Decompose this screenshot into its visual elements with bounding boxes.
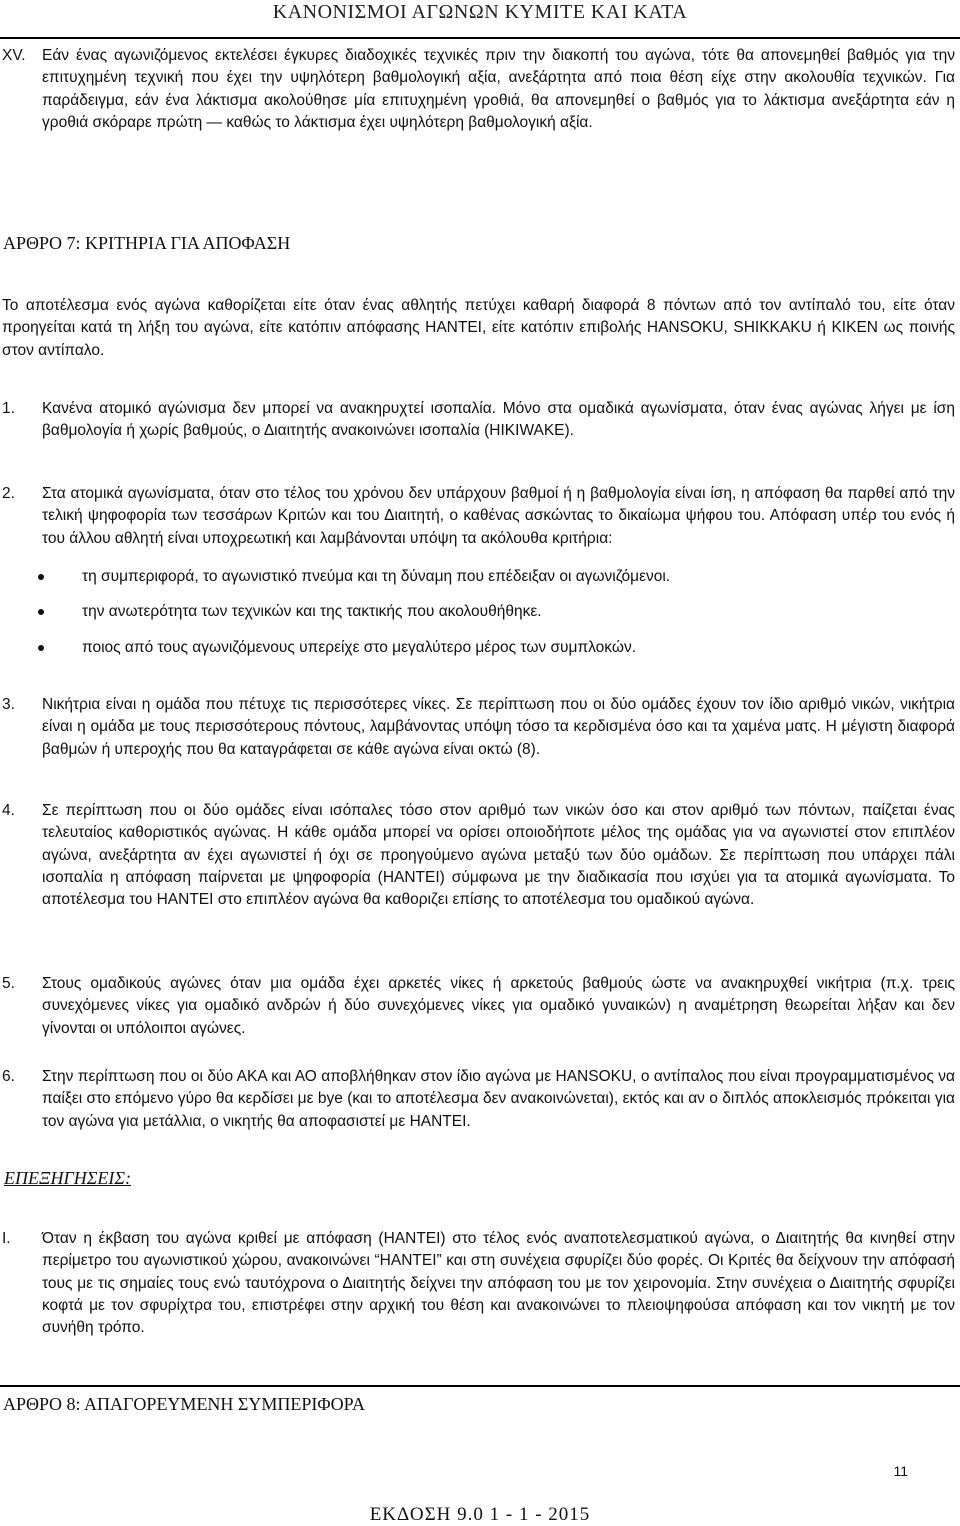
bullet-dot-icon: [38, 645, 44, 651]
bullet-text: την ανωτερότητα των τεχνικών και της τακτικής που ακολουθήθηκε.: [82, 603, 542, 620]
item-number: 1.: [2, 400, 15, 417]
criteria-bullet: [38, 601, 938, 623]
item-number: 5.: [2, 975, 15, 992]
item-text: Κανένα ατομικό αγώνισμα δεν μπορεί να ανακηρυχτεί ισοπαλία. Μόνο στα ομαδικά αγωνίσματα, όταν ένας αγώνας λήγει με ίση βαθμολογία ή χωρίς βαθμούς, ο Διαιτητής ανακοινώνει ισοπαλία (HIKIWAKE).: [42, 400, 955, 440]
item-text: Στους ομαδικούς αγώνες όταν μια ομάδα έχει αρκετές νίκες ή αρκετούς βαθμούς ώστε να ανακηρυχθεί νικήτρια (π.χ. τρεις συνεχόμενες νίκες για ομαδικό ανδρών ή δύο συνεχόμενες νίκες για ομαδικό γυναικών) η αναμέτρηση θεωρείται λήξαν και δεν γίνονται οι υπόλοιποι αγώνες.: [42, 975, 955, 1037]
article7-intro: Το αποτέλεσμα ενός αγώνα καθορίζεται είτε όταν ένας αθλητής πετύχει καθαρή διαφορά 8 πόντων από τον αντίπαλό του, είτε όταν προηγείται κατά τη λήξη του αγώνα, είτε κατόπιν απόφασης HANTEI, είτε κατόπιν επιβολής HANSOKU, SHIKKAKU ή KIKEN ως ποινής στον αντίπαλο.: [2, 297, 955, 359]
explanations-heading: ΕΠΕΞΗΓΗΣΕΙΣ:: [4, 1168, 132, 1188]
item-number: I.: [2, 1230, 11, 1247]
bullet-text: τη συμπεριφορά, το αγωνιστικό πνεύμα και τη δύναμη που επέδειξαν οι αγωνιζόμενοι.: [82, 568, 671, 585]
item-text: Νικήτρια είναι η ομάδα που πέτυχε τις περισσότερες νίκες. Σε περίπτωση που οι δύο ομάδες έχουν τον ίδιο αριθμό νικών, νικήτρια είναι η ομάδα με τους περισσότερους πόντους, λαμβάνοντας υπόψη τόσο τα κερδισμένα όσο και τα χαμένα ματς. Η μέγιστη διαφορά βαθμών ή υπεροχής που θα καταγράφεται σε κάθε αγώνα είναι οκτώ (8).: [42, 696, 955, 758]
article7-item-2: [2, 483, 955, 550]
item-text: Στα ατομικά αγωνίσματα, όταν στο τέλος του χρόνου δεν υπάρχουν βαθμοί ή η βαθμολογία είναι ίση, η απόφαση θα παρθεί από την τελική ψηφοφορία των τεσσάρων Κριτών και του Διαιτητή, ο καθένας ασκώντας το δικαίωμα ψήφου του. Απόφαση υπέρ του ενός ή του άλλου αθλητή είναι υποχρεωτική και λαμβάνονται υπόψη τα ακόλουθα κριτήρια:: [42, 485, 955, 547]
bullet-text: ποιος από τους αγωνιζόμενους υπερείχε στο μεγαλύτερο μέρος των συμπλοκών.: [82, 639, 637, 656]
bullet-dot-icon: [38, 609, 44, 615]
item-text: Στην περίπτωση που οι δύο ΑΚΑ και ΑΟ αποβλήθηκαν στον ίδιο αγώνα με HANSOKU, ο αντίπαλος που είναι προγραμματισμένος να παίξει στο επόμενο γύρο θα κερδίσει με bye (και το αποτέλεσμα δεν ανακοινώνεται), εκτός και αν ο διπλός αποκλεισμός πρόκειται για τον αγώνα για μετάλλια, ο νικητής θα αποφασιστεί με HANTEI.: [42, 1068, 955, 1130]
article7-item-4: [2, 800, 955, 911]
footer-version: ΕΚΔΟΣΗ 9.0 1 - 1 - 2015: [369, 1504, 591, 1525]
explanation-item-i: [2, 1228, 955, 1339]
item-number: 3.: [2, 696, 15, 713]
article7-item-3: [2, 694, 955, 761]
section-divider: [0, 1385, 960, 1387]
article8-heading: ΑΡΘΡΟ 8: ΑΠΑΓΟΡΕΥΜΕΝΗ ΣΥΜΠΕΡΙΦΟΡΑ: [3, 1394, 365, 1414]
article7-item-6: [2, 1066, 955, 1133]
item-text: Σε περίπτωση που οι δύο ομάδες είναι ισόπαλες τόσο στον αριθμό των νικών όσο και στον αριθμό των πόντων, παίζεται ένας τελευταίος καθοριστικός αγώνας. Η κάθε ομάδα μπορεί να ορίσει οποιοδήποτε μέλος της ομάδας για να αγωνιστεί στον επιπλέον αγώνα, ανεξάρτητα αν έχει αγωνιστεί ή όχι σε προηγούμενο αγώνα μεταξύ των δύο ομάδων. Σε περίπτωση που υπάρχει πάλι ισοπαλία η απόφαση παίρνεται με ψηφοφορία (HANTEI) σύμφωνα με την διαδικασία που ισχύει για τα ατομικά αγωνίσματα. Το αποτέλεσμα του HANTEI στο επιπλέον αγώνα θα καθοριζει επίσης το αποτέλεσμα του ομαδικού αγώνα.: [42, 802, 955, 909]
item-number: 4.: [2, 802, 15, 819]
criteria-bullet: [38, 566, 938, 588]
bullet-dot-icon: [38, 574, 44, 580]
running-header: ΚΑΝΟΝΙΣΜΟΙ ΑΓΩΝΩΝ ΚΥΜΙΤΕ ΚΑΙ ΚΑΤΑ: [272, 1, 688, 23]
item-number: 2.: [2, 485, 15, 502]
header-rule: [0, 37, 960, 39]
section-xv: [2, 45, 955, 134]
article7-heading: ΑΡΘΡΟ 7: ΚΡΙΤΗΡΙΑ ΓΙΑ ΑΠΟΦΑΣΗ: [3, 233, 291, 253]
section-xv-label: XV.: [2, 47, 26, 64]
criteria-bullet: [38, 637, 938, 659]
article7-item-1: [2, 398, 955, 443]
item-text: Όταν η έκβαση του αγώνα κριθεί με απόφαση (HANTEI) στο τέλος ενός αναποτελεσματικού αγώνα, ο Διαιτητής θα κινηθεί στην περίμετρο του αγωνιστικού χώρου, ανακοινώνει “HANTEI” και στη συνέχεια σφυρίζει δύο φορές. Οι Κριτές θα δείχνουν την απόφασή τους με τις σημαίες τους ενώ ταυτόχρονα ο Διαιτητής δείχνει την απόφαση του με τον χειρονομία. Στην συνέχεια ο Διαιτητής σφυρίζει κοφτά με τον σφυρίχτρα του, επιστρέφει στην αρχική του θέση και ανακοινώνει το πλειοψηφούσα απόφαση και τον νικητή με τον συνήθη τρόπο.: [42, 1230, 955, 1337]
item-number: 6.: [2, 1068, 15, 1085]
article7-item-5: [2, 973, 955, 1040]
section-xv-text: Εάν ένας αγωνιζόμενος εκτελέσει έγκυρες διαδοχικές τεχνικές πριν την διακοπή του αγώνα, τότε θα απονεμηθεί βαθμός για την επιτυχημένη τεχνική που έχει την υψηλότερη βαθμολογική αξία, ανεξάρτητα από ποια θέση είχε στην ακολουθία τεχνικών. Για παράδειγμα, εάν ένα λάκτισμα ακολούθησε μία επιτυχημένη γροθιά, θα απονεμηθεί ο βαθμός για το λάκτισμα ανεξάρτητα εάν η γροθιά σκόραρε πρώτη — καθώς το λάκτισμα έχει υψηλότερη βαθμολογική αξία.: [42, 47, 955, 131]
page-number: 11: [893, 1463, 908, 1479]
